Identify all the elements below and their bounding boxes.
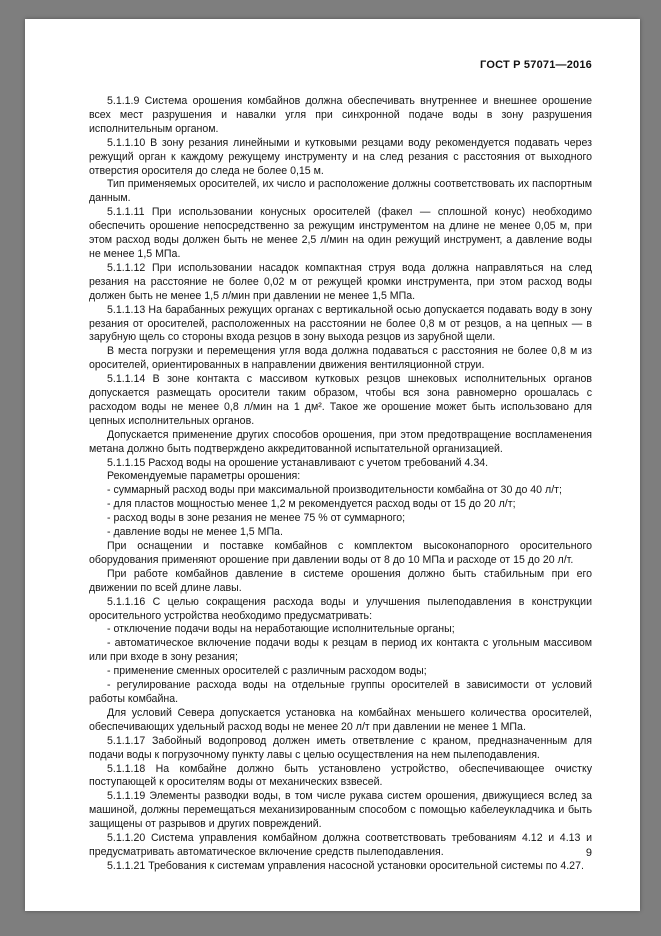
paragraph: - регулирование расхода воды на отдельные группы оросителей в зависимости от условий работы комбайна. (89, 679, 592, 705)
document-number: ГОСТ Р 57071—2016 (480, 59, 592, 71)
paragraph: - автоматическое включение подачи воды к резцам в период их контакта с угольным массивом или при входе в зону резания; (89, 637, 592, 664)
paragraph: 5.1.1.15 Расход воды на орошение устанавливают с учетом требований 4.34. (107, 456, 489, 469)
paragraph: Для условий Севера допускается установка на комбайнах меньшего количества оросителей, обеспечивающих удельный расход воды не менее 20 л/т при давлении не менее 1 МПа. (89, 706, 592, 733)
paragraph: При работе комбайнов давление в системе орошения должно быть стабильным при его движении по всей длине лавы. (89, 567, 592, 594)
paragraph: 5.1.1.9 Система орошения комбайнов должна обеспечивать внутреннее и внешнее орошение всех мест разрушения и навалки угля при синхронной подаче воды в зону разрушения исполнительным органом. (89, 95, 592, 135)
paragraph: - для пластов мощностью менее 1,2 м рекомендуется расход воды от 15 до 20 л/т; (107, 498, 516, 511)
paragraph: - суммарный расход воды при максимальной производительности комбайна от 30 до 40 л/т; (107, 484, 562, 497)
paragraph: 5.1.1.14 В зоне контакта с массивом кутковых резцов шнековых исполнительных органов допускается размещать оросители таким образом, чтобы вся зона равномерно орошалась с расходом воды не менее 0,8 л/мин на 1 дм². Такое же орошение может быть использовано для цепных исполнительных органов. (89, 373, 592, 427)
paragraph: 5.1.1.18 На комбайне должно быть установлено устройство, обеспечивающее очистку поступающей к оросителям воды от механических взвесей. (89, 762, 592, 789)
page-number: 9 (585, 847, 592, 859)
paragraph: - применение сменных оросителей с различным расходом воды; (107, 665, 427, 678)
paragraph: В места погрузки и перемещения угля вода должна подаваться с расстояния не более 0,8 м из оросителей, ориентированных в направлении движения вентиляционной струи. (89, 345, 592, 372)
paragraph: - расход воды в зоне резания не менее 75 % от суммарного; (107, 512, 406, 525)
paragraph: 5.1.1.17 Забойный водопровод должен иметь ответвление с краном, предназначенным для подачи воды к погрузочному пункту лавы с целью осуществления на нем пылеподавления. (89, 734, 592, 761)
paragraph: - отключение подачи воды на неработающие исполнительные органы; (107, 623, 455, 636)
paragraph: Допускается применение других способов орошения, при этом предотвращение воспламенения метана должно быть подтверждено аккредитованной испытательной организацией. (89, 428, 592, 455)
paragraph: 5.1.1.13 На барабанных режущих органах с вертикальной осью допускается подавать воду в зону резания от оросителей, расположенных на расстоянии не более 0,8 м от резцов, а на цепных — в зарубную щель со стороны входа резцов в зону выхода резцов из зарубной щели. (89, 303, 592, 344)
paragraph: Тип применяемых оросителей, их число и расположение должны соответствовать их паспортным данным. (89, 178, 592, 205)
paragraph: 5.1.1.19 Элементы разводки воды, в том числе рукава систем орошения, движущиеся вслед за машиной, должны перемещаться механизированным способом с помощью кабелеукладчика и быть защищены от разрывов и других повреждений. (89, 790, 592, 831)
paragraph: 5.1.1.12 При использовании насадок компактная струя вода должна направляться на след резания на расстояние не более 0,02 м от режущей кромки инструмента, при этом расход воды должен быть не менее 1,5 л/мин при давлении не менее 1,5 МПа. (89, 261, 592, 302)
paragraph: 5.1.1.11 При использовании конусных оросителей (факел — сплошной конус) необходимо обеспечить орошение непосредственно за режущим инструментом на длине не менее 0,05 м, при этом расход воды должен быть не менее 2,5 л/мин на один режущий инструмент, а давление воды не менее 1,5 МПа. (89, 206, 592, 260)
paragraph: При оснащении и поставке комбайнов с комплектом высоконапорного оросительного оборудования применяют орошение при давлении воды от 8 до 10 МПа и расходе от 15 до 20 л/т. (89, 540, 592, 566)
document-body (89, 95, 592, 874)
document-page (25, 19, 640, 911)
document-header (89, 59, 592, 71)
paragraph: 5.1.1.16 С целью сокращения расхода воды и улучшения пылеподавления в конструкции оросительного устройства необходимо предусматривать: (89, 595, 592, 622)
paragraph: 5.1.1.20 Система управления комбайном должна соответствовать требованиям 4.12 и 4.13 и предусматривать автоматическое включение средств пылеподавления. (89, 832, 592, 858)
paragraph: 5.1.1.21 Требования к системам управления насосной установки оросительной системы по 4.27. (107, 859, 584, 872)
paragraph: Рекомендуемые параметры орошения: (107, 470, 301, 483)
paragraph: 5.1.1.10 В зону резания линейными и кутковыми резцами воду рекомендуется подавать через режущий орган к каждому режущему инструменту и на след резания с расстояния от выходного отверстия оросителя до следа не более 0,15 м. (89, 136, 592, 177)
paragraph: - давление воды не менее 1,5 МПа. (107, 526, 283, 539)
